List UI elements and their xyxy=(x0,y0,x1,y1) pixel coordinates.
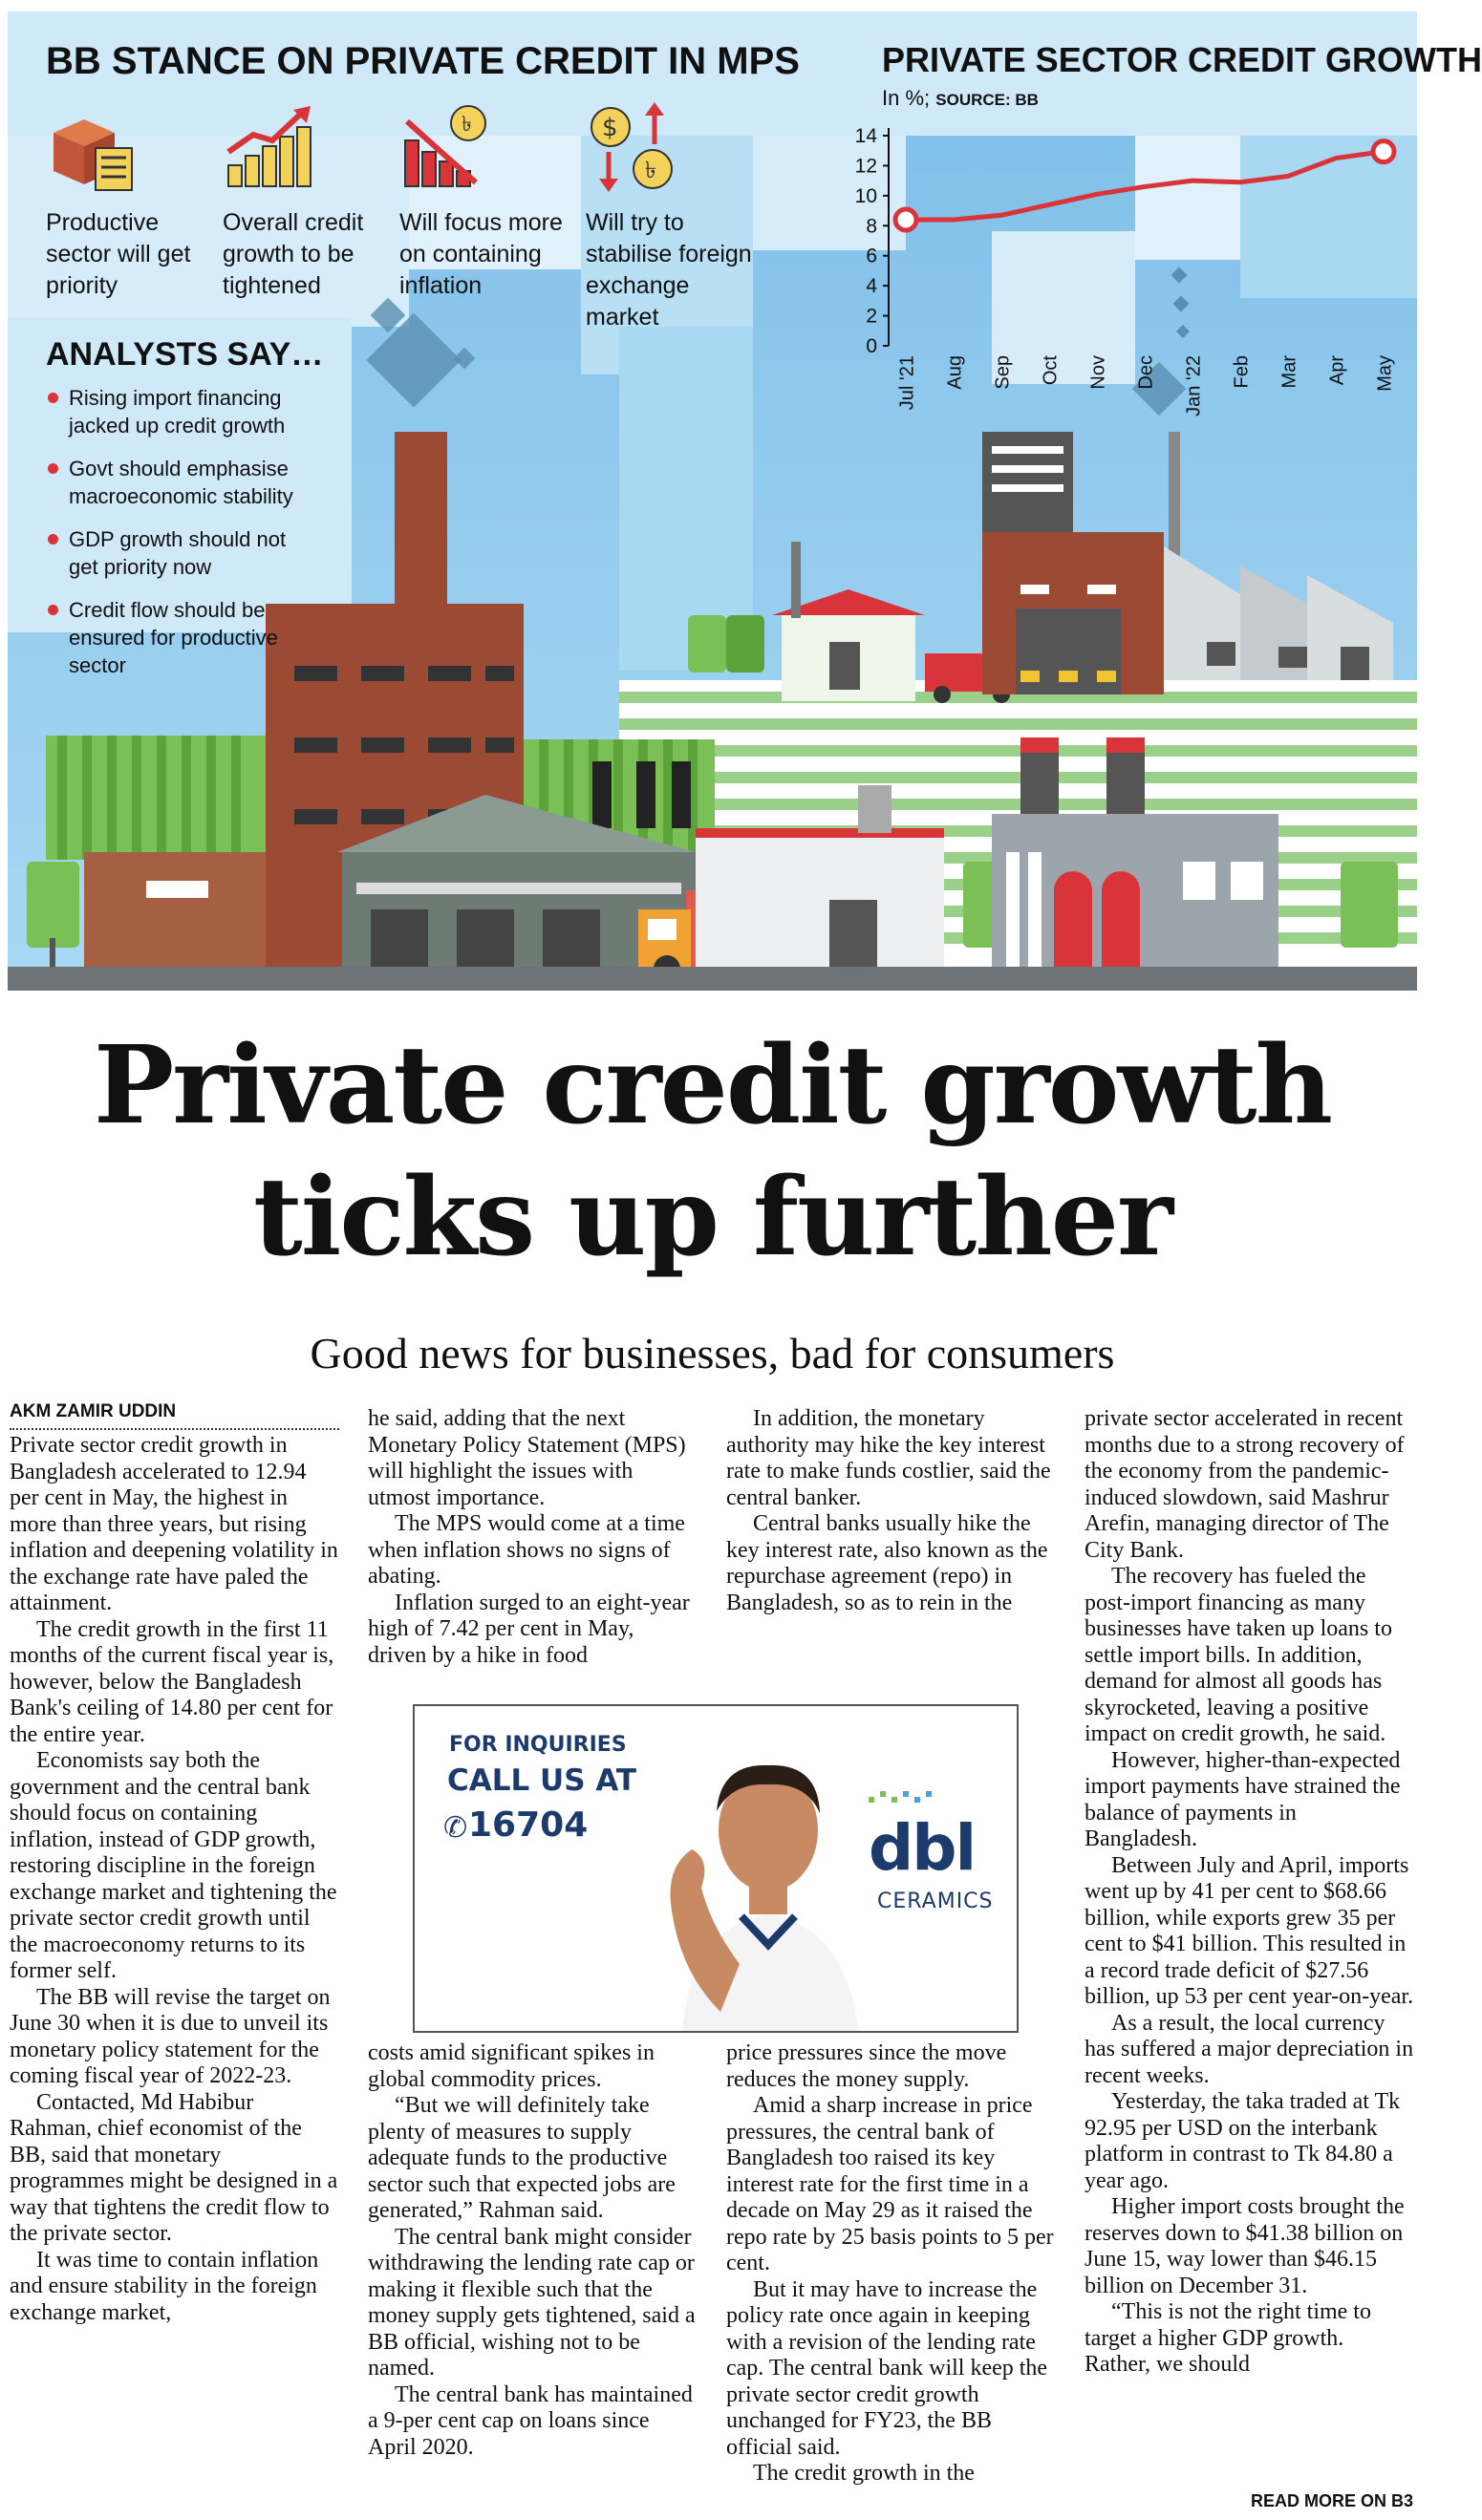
y-tick-label: 8 xyxy=(866,215,877,238)
currency-exchange-icon xyxy=(586,102,677,194)
paragraph: The central bank has maintained a 9-per cent cap on loans since April 2020. xyxy=(368,2381,693,2460)
article-column-4 xyxy=(1085,1406,1414,2379)
paragraph: Private sector credit growth in Bangladesh accelerated to 12.94 per cent in May, the highest in more than three years, but rising inflation and deepening volatility in the exchange rate have paled the attainment. xyxy=(10,1433,338,1615)
article-column-3-top xyxy=(726,1406,1056,1616)
article-column-3-bottom xyxy=(726,2040,1056,2488)
stance-item-forex xyxy=(586,102,762,333)
x-tick-label: Feb xyxy=(1231,355,1253,389)
bullet-icon xyxy=(48,605,58,615)
ad-person-illustration xyxy=(654,1725,864,2031)
brand-dots-icon xyxy=(869,1787,955,1814)
bullet-icon xyxy=(48,393,58,403)
x-tick-label: Mar xyxy=(1278,355,1300,389)
y-tick-label: 6 xyxy=(866,245,877,267)
ad-phone-number: 16704 xyxy=(468,1805,589,1845)
paragraph: “But we will definitely take plenty of measures to supply adequate funds to the productive sector such that expected jobs are generated,” Rahman said. xyxy=(368,2093,676,2223)
paragraph: The recovery has fueled the post-import financing as many businesses have taken up loans to settle import bills. In addition, demand for almost all goods has skyrocketed, leaving a positive impact on credit growth, he said. xyxy=(1085,1564,1392,1746)
falling-bars-taka-icon xyxy=(399,102,491,194)
infographic xyxy=(8,11,1482,991)
article-column-1 xyxy=(10,1433,339,2326)
paragraph: he said, adding that the next Monetary Policy Statement (MPS) will highlight the issues with utmost importance. xyxy=(368,1406,686,1510)
paragraph: However, higher-than-expected import payments have strained the balance of payments in Bangladesh. xyxy=(1085,1747,1401,1851)
x-tick-label: Jan '22 xyxy=(1183,355,1205,416)
stance-item-productive xyxy=(46,102,223,302)
analyst-point: Govt should emphasise macroeconomic stability xyxy=(48,455,315,510)
box-checklist-icon xyxy=(46,102,138,194)
x-tick-label: Dec xyxy=(1135,355,1157,390)
paragraph: “This is not the right time to target a higher GDP growth. Rather, we should xyxy=(1085,2299,1371,2377)
paragraph: Amid a sharp increase in price pressures, the central bank of Bangladesh too raised its key interest rate for the first time in a decade on May 29 as it raised the repo rate by 25 basis points to 5 per cent. xyxy=(726,2093,1054,2275)
paragraph: But it may have to increase the policy rate once again in keeping with a revision of the lending rate cap. The central bank will keep the private sector credit growth unchanged for FY23, the BB official said. xyxy=(726,2276,1048,2460)
phone-icon: ✆ xyxy=(443,1811,468,1845)
x-tick-label: Jul '21 xyxy=(896,355,918,411)
ad-brand-logo: dbl xyxy=(869,1811,976,1885)
paragraph: The credit growth in the first 11 months of the current fiscal year is, however, below the Bangladesh Bank's ceiling of 14.80 per cent for the entire year. xyxy=(10,1616,334,1747)
paragraph: costs amid significant spikes in global commodity prices. xyxy=(368,2040,655,2092)
y-tick-label: 2 xyxy=(866,305,877,328)
credit-growth-chart xyxy=(829,107,1403,422)
paragraph: Economists say both the government and the central bank should focus on containing inflation, instead of GDP growth, restoring discipline in the foreign exchange market and tightening the private sector credit growth until the macroeconomy returns to its former self. xyxy=(10,1748,337,1983)
bullet-icon xyxy=(48,534,58,545)
paragraph: Central banks usually hike the key interest rate, also known as the repurchase agreement (repo) in Bangladesh, so as to rein in the xyxy=(726,1511,1048,1615)
stance-item-text: Will focus more on containing inflation xyxy=(399,209,563,299)
credit-growth-line xyxy=(906,152,1384,220)
chart-unit: In %; xyxy=(882,86,931,110)
stance-item-text: Productive sector will get priority xyxy=(46,209,191,299)
read-more-link[interactable]: READ MORE ON B3 xyxy=(1250,2491,1413,2510)
growth-bars-arrow-icon xyxy=(223,102,314,194)
data-point-marker xyxy=(895,209,916,230)
chart-title: PRIVATE SECTOR CREDIT GROWTH xyxy=(882,40,1482,79)
paragraph: Between July and April, imports went up by 41 per cent to $68.66 billion, while exports grew 35 per cent to $41 billion. This resulted in a record trade deficit of $27.56 billion, up 53 per cent year-on-year. xyxy=(1085,1852,1414,2009)
paragraph: Yesterday, the taka traded at Tk 92.95 per USD on the interbank platform in contrast to Tk 84.80 a year ago. xyxy=(1085,2089,1401,2193)
paragraph: The MPS would come at a time when inflation shows no signs of abating. xyxy=(368,1511,685,1589)
paragraph: As a result, the local currency has suffered a major depreciation in recent weeks. xyxy=(1085,2010,1414,2088)
svg-text:$: $ xyxy=(602,114,618,142)
stance-item-inflation xyxy=(399,102,576,302)
stance-heading: BB STANCE ON PRIVATE CREDIT IN MPS xyxy=(46,40,800,82)
headline xyxy=(0,1020,1425,1284)
svg-text:৳: ৳ xyxy=(462,113,472,137)
analyst-point: Rising import financing jacked up credit growth xyxy=(48,384,315,439)
paragraph: The central bank might consider withdrawing the lending rate cap or making it flexible such that the money supply gets tightened, said a BB official, wishing not to be named. xyxy=(368,2224,696,2381)
stance-item-credit xyxy=(223,102,399,302)
paragraph: The BB will revise the target on June 30 when it is due to unveil its monetary policy statement for the coming fiscal year of 2022-23. xyxy=(10,1984,331,2088)
paragraph: private sector accelerated in recent months due to a strong recovery of the economy from the pandemic-induced slowdown, said Mashrur Arefin, managing director of The City Bank. xyxy=(1085,1406,1405,1563)
article-column-2-bottom xyxy=(368,2040,698,2461)
stance-item-text: Overall credit growth to be tightened xyxy=(223,209,364,299)
y-tick-label: 14 xyxy=(854,125,877,147)
headline-line-2: ticks up further xyxy=(253,1155,1171,1280)
analyst-point: Credit flow should be ensured for productive sector xyxy=(48,596,315,679)
chart-source: SOURCE: BB xyxy=(935,91,1039,109)
data-point-marker xyxy=(1373,141,1394,162)
paragraph: price pressures since the move reduces the money supply. xyxy=(726,2040,1007,2092)
x-tick-label: Oct xyxy=(1040,355,1062,386)
stance-item-text: Will try to stabilise foreign exchange market xyxy=(586,209,752,331)
paragraph: It was time to contain inflation and ensure stability in the foreign exchange market, xyxy=(10,2247,319,2325)
analyst-point: GDP growth should not get priority now xyxy=(48,525,315,581)
x-tick-label: Aug xyxy=(944,355,966,390)
bullet-icon xyxy=(48,463,58,474)
y-tick-label: 0 xyxy=(866,335,877,357)
paragraph: In addition, the monetary authority may hike the key interest rate to make funds costlier, said the central banker. xyxy=(726,1406,1051,1510)
subheadline: Good news for businesses, bad for consumers xyxy=(310,1329,1115,1377)
ad-inquiry-label: FOR INQUIRIES xyxy=(449,1733,627,1757)
ad-brand-subtitle: CERAMICS xyxy=(877,1890,994,1913)
paragraph: Contacted, Md Habibur Rahman, chief economist of the BB, said that monetary programmes might be designed in a way that tightens the credit flow to the private sector. xyxy=(10,2089,338,2246)
advertisement[interactable] xyxy=(413,1704,1019,2033)
x-tick-label: Sep xyxy=(992,355,1014,390)
svg-text:৳: ৳ xyxy=(645,157,656,183)
paragraph: Inflation surged to an eight-year high of 7.42 per cent in May, driven by a hike in food xyxy=(368,1590,690,1668)
headline-line-1: Private credit growth xyxy=(93,1023,1332,1148)
x-tick-label: Apr xyxy=(1326,355,1348,386)
paragraph: The credit growth in the xyxy=(753,2461,975,2486)
y-tick-label: 12 xyxy=(854,155,877,178)
ad-call-label: CALL US AT xyxy=(447,1763,637,1798)
y-tick-label: 10 xyxy=(854,184,877,207)
analysts-heading: ANALYSTS SAY… xyxy=(46,336,324,373)
analysts-list xyxy=(48,384,315,694)
paragraph: Higher import costs brought the reserves down to $41.38 billion on June 15, way lower than $46.15 billion on December 31. xyxy=(1085,2194,1405,2298)
x-tick-label: May xyxy=(1374,355,1396,392)
byline: AKM ZAMIR UDDIN xyxy=(10,1401,339,1430)
article-column-2-top xyxy=(368,1406,698,1669)
x-tick-label: Nov xyxy=(1087,355,1109,390)
y-tick-label: 4 xyxy=(866,275,877,298)
